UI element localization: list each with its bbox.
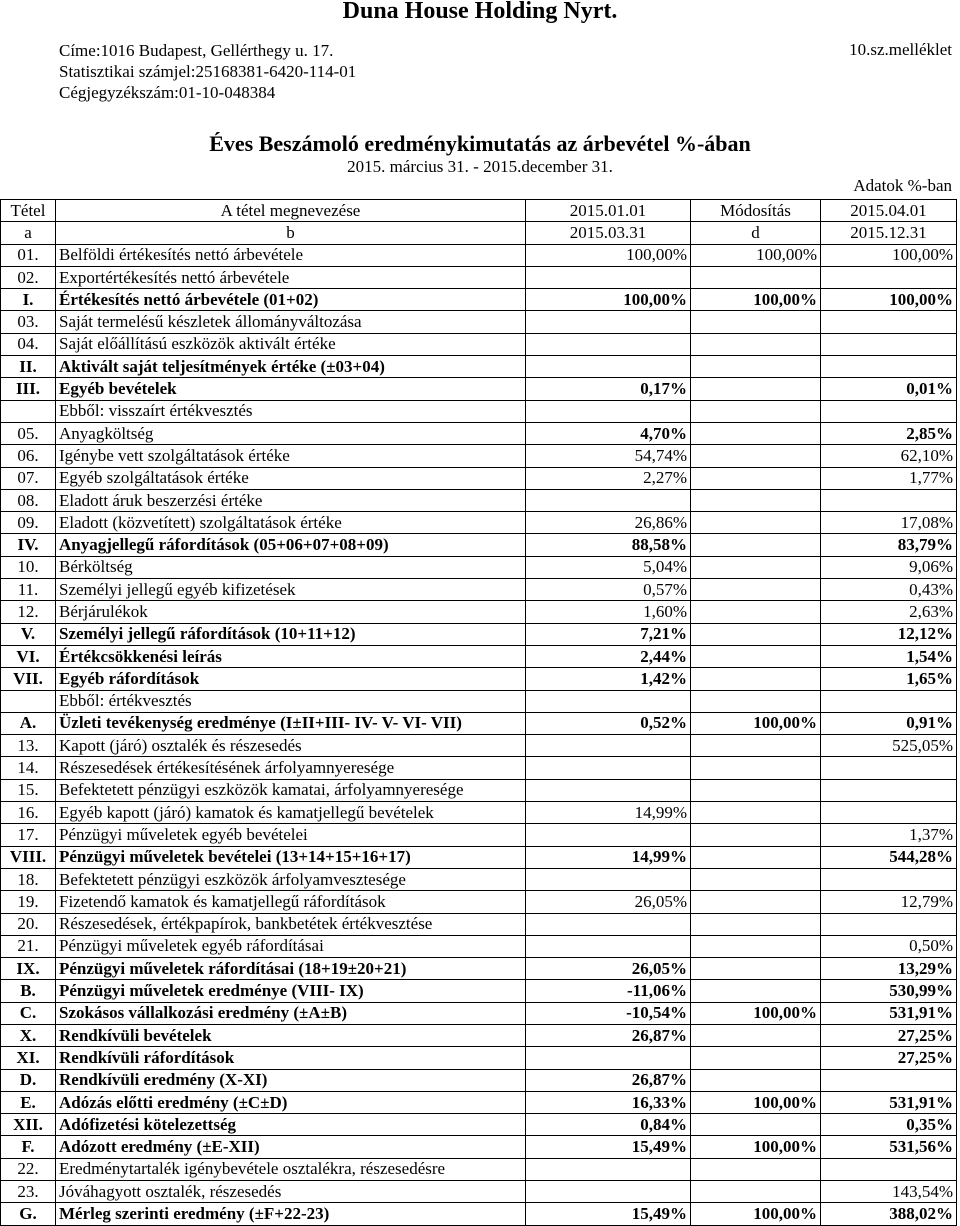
row-name: Pénzügyi műveletek egyéb bevételei <box>56 824 526 846</box>
row-code: XII. <box>1 1114 56 1136</box>
row-value-prev-period: 14,99% <box>526 846 691 868</box>
header-col-d: d <box>691 222 821 244</box>
row-value-current-period: 0,50% <box>821 935 957 957</box>
row-name: Eladott (közvetített) szolgáltatások értéke <box>56 512 526 534</box>
row-value-prev-period: 2,27% <box>526 467 691 489</box>
row-value-prev-period: 4,70% <box>526 422 691 444</box>
table-row <box>1 690 957 712</box>
row-name: Bérköltség <box>56 556 526 578</box>
row-value-current-period: 27,25% <box>821 1047 957 1069</box>
row-value-prev-period: -11,06% <box>526 980 691 1002</box>
row-value-current-period: 12,12% <box>821 623 957 645</box>
table-row <box>1 735 957 757</box>
row-value-prev-period: 0,52% <box>526 712 691 734</box>
row-value-modification <box>691 422 821 444</box>
row-name: Értékcsökkenési leírás <box>56 645 526 667</box>
row-value-prev-period <box>526 1047 691 1069</box>
row-value-current-period <box>821 779 957 801</box>
table-row <box>1 556 957 578</box>
table-row <box>1 534 957 556</box>
row-value-modification <box>691 891 821 913</box>
row-code: 16. <box>1 802 56 824</box>
table-row <box>1 1069 957 1091</box>
table-row <box>1 1114 957 1136</box>
row-name: Saját előállítású eszközök aktivált értéke <box>56 333 526 355</box>
header-col-a: a <box>1 222 56 244</box>
header-current-period-start: 2015.04.01 <box>821 200 957 222</box>
company-address-block <box>59 40 356 103</box>
row-code: 09. <box>1 512 56 534</box>
row-value-prev-period: 26,05% <box>526 891 691 913</box>
row-value-modification <box>691 1069 821 1091</box>
row-code: III. <box>1 378 56 400</box>
row-code: 14. <box>1 757 56 779</box>
row-value-prev-period: 1,42% <box>526 668 691 690</box>
row-code: 23. <box>1 1181 56 1203</box>
header-current-period-end: 2015.12.31 <box>821 222 957 244</box>
row-code: VIII. <box>1 846 56 868</box>
row-name: Anyagjellegű ráfordítások (05+06+07+08+09) <box>56 534 526 556</box>
row-value-prev-period <box>526 1181 691 1203</box>
row-value-prev-period: 26,86% <box>526 512 691 534</box>
row-value-modification <box>691 467 821 489</box>
row-value-prev-period: 88,58% <box>526 534 691 556</box>
table-row <box>1 1091 957 1113</box>
row-value-current-period: 2,63% <box>821 601 957 623</box>
table-row <box>1 645 957 667</box>
row-value-current-period <box>821 356 957 378</box>
table-row <box>1 1181 957 1203</box>
row-value-current-period <box>821 266 957 288</box>
table-row <box>1 244 957 266</box>
row-value-modification <box>691 333 821 355</box>
row-name: Exportértékesítés nettó árbevétele <box>56 266 526 288</box>
row-value-prev-period: 26,87% <box>526 1069 691 1091</box>
row-value-prev-period: 16,33% <box>526 1091 691 1113</box>
row-value-modification <box>691 534 821 556</box>
row-value-modification <box>691 668 821 690</box>
row-value-current-period: 0,01% <box>821 378 957 400</box>
row-value-modification <box>691 378 821 400</box>
row-name: Fizetendő kamatok és kamatjellegű ráfordítások <box>56 891 526 913</box>
report-title: Éves Beszámoló eredménykimutatás az árbevétel %-ában <box>209 131 751 156</box>
table-row <box>1 1047 957 1069</box>
registry-number-line: Cégjegyzékszám:01-10-048384 <box>59 83 276 102</box>
table-row <box>1 958 957 980</box>
row-name: Adózott eredmény (±E-XII) <box>56 1136 526 1158</box>
row-value-current-period: 9,06% <box>821 556 957 578</box>
row-value-current-period: 530,99% <box>821 980 957 1002</box>
row-value-current-period: 1,54% <box>821 645 957 667</box>
row-value-modification <box>691 980 821 1002</box>
row-value-modification <box>691 1047 821 1069</box>
row-name: Szokásos vállalkozási eredmény (±A±B) <box>56 1002 526 1024</box>
row-code: 15. <box>1 779 56 801</box>
row-value-modification <box>691 400 821 422</box>
table-row <box>1 1024 957 1046</box>
row-name: Anyagköltség <box>56 422 526 444</box>
row-value-current-period: 100,00% <box>821 244 957 266</box>
row-value-modification: 100,00% <box>691 1091 821 1113</box>
row-value-modification: 100,00% <box>691 244 821 266</box>
row-value-prev-period <box>526 690 691 712</box>
row-name: Egyéb bevételek <box>56 378 526 400</box>
row-value-prev-period: 5,04% <box>526 556 691 578</box>
row-code: 12. <box>1 601 56 623</box>
row-code: 21. <box>1 935 56 957</box>
row-value-prev-period <box>526 356 691 378</box>
row-value-prev-period <box>526 935 691 957</box>
row-value-current-period: 13,29% <box>821 958 957 980</box>
row-name: Adózás előtti eredmény (±C±D) <box>56 1091 526 1113</box>
row-value-current-period: 544,28% <box>821 846 957 868</box>
row-value-current-period: 62,10% <box>821 445 957 467</box>
row-value-current-period <box>821 802 957 824</box>
table-row <box>1 356 957 378</box>
row-name: Eredménytartalék igénybevétele osztalékra, részesedésre <box>56 1158 526 1180</box>
row-name: Értékesítés nettó árbevétele (01+02) <box>56 289 526 311</box>
header-item-code: Tétel <box>1 200 56 222</box>
table-row <box>1 289 957 311</box>
row-name: Eladott áruk beszerzési értéke <box>56 489 526 511</box>
row-value-prev-period <box>526 757 691 779</box>
row-value-current-period: 0,43% <box>821 579 957 601</box>
row-value-current-period <box>821 333 957 355</box>
row-value-modification: 100,00% <box>691 1136 821 1158</box>
header-col-b: b <box>56 222 526 244</box>
header-row-2 <box>1 222 957 244</box>
row-code: XI. <box>1 1047 56 1069</box>
row-code: 20. <box>1 913 56 935</box>
row-name: Aktivált saját teljesítmények értéke (±03+04) <box>56 356 526 378</box>
row-code: F. <box>1 1136 56 1158</box>
row-name: Rendkívüli eredmény (X-XI) <box>56 1069 526 1091</box>
row-code: 10. <box>1 556 56 578</box>
row-value-prev-period: 15,49% <box>526 1203 691 1225</box>
row-code: VII. <box>1 668 56 690</box>
row-name: Pénzügyi műveletek bevételei (13+14+15+16+17) <box>56 846 526 868</box>
row-value-prev-period: 54,74% <box>526 445 691 467</box>
row-value-prev-period <box>526 779 691 801</box>
row-code: X. <box>1 1024 56 1046</box>
row-value-prev-period: 0,84% <box>526 1114 691 1136</box>
row-code: 06. <box>1 445 56 467</box>
row-name: Pénzügyi műveletek egyéb ráfordításai <box>56 935 526 957</box>
row-value-current-period: 1,65% <box>821 668 957 690</box>
row-value-modification <box>691 846 821 868</box>
row-value-prev-period <box>526 913 691 935</box>
row-value-prev-period: 0,17% <box>526 378 691 400</box>
row-code <box>1 400 56 422</box>
address-line: Címe:1016 Budapest, Gellérthegy u. 17. <box>59 41 334 60</box>
row-value-current-period: 12,79% <box>821 891 957 913</box>
row-value-modification <box>691 735 821 757</box>
row-value-modification <box>691 935 821 957</box>
row-value-prev-period <box>526 311 691 333</box>
income-statement-table <box>0 199 957 1226</box>
row-code: 19. <box>1 891 56 913</box>
row-value-current-period: 525,05% <box>821 735 957 757</box>
row-value-current-period <box>821 757 957 779</box>
row-value-prev-period: 14,99% <box>526 802 691 824</box>
table-row <box>1 802 957 824</box>
table-row <box>1 400 957 422</box>
row-name: Befektetett pénzügyi eszközök árfolyamvesztesége <box>56 868 526 890</box>
row-value-modification <box>691 512 821 534</box>
header-item-name: A tétel megnevezése <box>56 200 526 222</box>
row-value-current-period <box>821 400 957 422</box>
row-code: 05. <box>1 422 56 444</box>
row-value-current-period: 1,77% <box>821 467 957 489</box>
table-row <box>1 935 957 957</box>
row-value-prev-period: 1,60% <box>526 601 691 623</box>
row-name: Mérleg szerinti eredmény (±F+22-23) <box>56 1203 526 1225</box>
row-value-modification <box>691 445 821 467</box>
unit-note: Adatok %-ban <box>853 176 952 195</box>
row-value-current-period: 27,25% <box>821 1024 957 1046</box>
row-value-modification <box>691 1181 821 1203</box>
row-value-current-period <box>821 311 957 333</box>
row-value-modification <box>691 556 821 578</box>
table-row <box>1 1203 957 1225</box>
row-value-modification <box>691 645 821 667</box>
row-value-prev-period <box>526 868 691 890</box>
row-name: Részesedések, értékpapírok, bankbetétek értékvesztése <box>56 913 526 935</box>
row-value-prev-period <box>526 266 691 288</box>
row-code: 17. <box>1 824 56 846</box>
row-value-prev-period: 26,05% <box>526 958 691 980</box>
row-value-prev-period <box>526 1158 691 1180</box>
row-value-current-period: 388,02% <box>821 1203 957 1225</box>
row-value-current-period: 2,85% <box>821 422 957 444</box>
row-value-prev-period <box>526 400 691 422</box>
row-code: B. <box>1 980 56 1002</box>
row-code: 04. <box>1 333 56 355</box>
row-code: VI. <box>1 645 56 667</box>
table-row <box>1 712 957 734</box>
row-value-modification <box>691 623 821 645</box>
row-value-modification <box>691 913 821 935</box>
row-name: Üzleti tevékenység eredménye (I±II+III- IV- V- VI- VII) <box>56 712 526 734</box>
row-value-current-period <box>821 1069 957 1091</box>
header-prev-period-end: 2015.03.31 <box>526 222 691 244</box>
row-value-modification <box>691 824 821 846</box>
row-value-current-period <box>821 913 957 935</box>
row-value-modification <box>691 779 821 801</box>
row-value-current-period <box>821 690 957 712</box>
report-period: 2015. március 31. - 2015.december 31. <box>347 157 613 176</box>
row-value-modification <box>691 266 821 288</box>
row-value-current-period: 17,08% <box>821 512 957 534</box>
row-code: I. <box>1 289 56 311</box>
table-row <box>1 467 957 489</box>
row-value-prev-period <box>526 489 691 511</box>
row-name: Jóváhagyott osztalék, részesedés <box>56 1181 526 1203</box>
row-value-modification <box>691 601 821 623</box>
row-name: Egyéb kapott (járó) kamatok és kamatjellegű bevételek <box>56 802 526 824</box>
row-value-current-period: 0,35% <box>821 1114 957 1136</box>
row-value-current-period <box>821 489 957 511</box>
row-code: D. <box>1 1069 56 1091</box>
row-value-prev-period: -10,54% <box>526 1002 691 1024</box>
row-value-current-period <box>821 868 957 890</box>
table-row <box>1 668 957 690</box>
row-value-modification <box>691 579 821 601</box>
row-value-modification <box>691 311 821 333</box>
row-code: G. <box>1 1203 56 1225</box>
row-name: Belföldi értékesítés nettó árbevétele <box>56 244 526 266</box>
row-value-modification <box>691 489 821 511</box>
table-row <box>1 333 957 355</box>
row-code: 11. <box>1 579 56 601</box>
table-row <box>1 579 957 601</box>
table-row <box>1 891 957 913</box>
table-row <box>1 623 957 645</box>
row-code: II. <box>1 356 56 378</box>
row-value-modification <box>691 356 821 378</box>
row-value-prev-period <box>526 824 691 846</box>
row-code: V. <box>1 623 56 645</box>
row-value-current-period: 0,91% <box>821 712 957 734</box>
row-code: A. <box>1 712 56 734</box>
row-name: Befektetett pénzügyi eszközök kamatai, árfolyamnyeresége <box>56 779 526 801</box>
row-value-modification: 100,00% <box>691 712 821 734</box>
annex-label: 10.sz.melléklet <box>849 40 952 59</box>
table-body <box>1 244 957 1225</box>
row-code: 13. <box>1 735 56 757</box>
table-row <box>1 378 957 400</box>
row-code: 07. <box>1 467 56 489</box>
row-code: C. <box>1 1002 56 1024</box>
table-row <box>1 1002 957 1024</box>
table-row <box>1 980 957 1002</box>
row-name: Ebből: értékvesztés <box>56 690 526 712</box>
row-value-modification: 100,00% <box>691 289 821 311</box>
header-prev-period-start: 2015.01.01 <box>526 200 691 222</box>
table-row <box>1 445 957 467</box>
row-value-modification: 100,00% <box>691 1002 821 1024</box>
row-code: IX. <box>1 958 56 980</box>
row-value-prev-period: 2,44% <box>526 645 691 667</box>
table-row <box>1 868 957 890</box>
table-row <box>1 512 957 534</box>
row-name: Ebből: visszaírt értékvesztés <box>56 400 526 422</box>
row-value-modification <box>691 1158 821 1180</box>
row-value-prev-period <box>526 333 691 355</box>
row-name: Egyéb szolgáltatások értéke <box>56 467 526 489</box>
table-row <box>1 422 957 444</box>
row-value-current-period: 531,56% <box>821 1136 957 1158</box>
table-row <box>1 824 957 846</box>
row-name: Adófizetési kötelezettség <box>56 1114 526 1136</box>
table-row <box>1 779 957 801</box>
row-value-current-period: 531,91% <box>821 1002 957 1024</box>
table-row <box>1 266 957 288</box>
row-value-current-period <box>821 1158 957 1180</box>
row-code: E. <box>1 1091 56 1113</box>
header-modification: Módosítás <box>691 200 821 222</box>
company-name: Duna House Holding Nyrt. <box>342 0 618 24</box>
table-row <box>1 1136 957 1158</box>
row-name: Saját termelésű készletek állományváltozása <box>56 311 526 333</box>
row-value-current-period: 100,00% <box>821 289 957 311</box>
row-value-modification <box>691 757 821 779</box>
row-value-modification <box>691 1024 821 1046</box>
row-name: Pénzügyi műveletek ráfordításai (18+19±20+21) <box>56 958 526 980</box>
table-row <box>1 913 957 935</box>
row-name: Személyi jellegű egyéb kifizetések <box>56 579 526 601</box>
row-name: Egyéb ráfordítások <box>56 668 526 690</box>
row-code <box>1 690 56 712</box>
row-value-prev-period <box>526 735 691 757</box>
row-code: 18. <box>1 868 56 890</box>
row-name: Személyi jellegű ráfordítások (10+11+12) <box>56 623 526 645</box>
row-value-prev-period: 0,57% <box>526 579 691 601</box>
row-value-modification: 100,00% <box>691 1203 821 1225</box>
row-code: 03. <box>1 311 56 333</box>
row-name: Rendkívüli ráfordítások <box>56 1047 526 1069</box>
table-row <box>1 489 957 511</box>
row-name: Kapott (járó) osztalék és részesedés <box>56 735 526 757</box>
row-value-current-period: 143,54% <box>821 1181 957 1203</box>
statistical-number-line: Statisztikai számjel:25168381-6420-114-01 <box>59 62 357 81</box>
table-row <box>1 1158 957 1180</box>
row-name: Rendkívüli bevételek <box>56 1024 526 1046</box>
row-value-modification <box>691 690 821 712</box>
row-code: 22. <box>1 1158 56 1180</box>
row-name: Igénybe vett szolgáltatások értéke <box>56 445 526 467</box>
row-name: Pénzügyi műveletek eredménye (VIII- IX) <box>56 980 526 1002</box>
row-value-modification <box>691 1114 821 1136</box>
row-value-modification <box>691 958 821 980</box>
table-row <box>1 601 957 623</box>
table-row <box>1 757 957 779</box>
row-code: 08. <box>1 489 56 511</box>
row-value-prev-period: 26,87% <box>526 1024 691 1046</box>
row-value-modification <box>691 802 821 824</box>
row-value-prev-period: 15,49% <box>526 1136 691 1158</box>
row-name: Bérjárulékok <box>56 601 526 623</box>
row-name: Részesedések értékesítésének árfolyamnyeresége <box>56 757 526 779</box>
table-row <box>1 846 957 868</box>
row-code: 01. <box>1 244 56 266</box>
table-header <box>1 200 957 245</box>
row-value-prev-period: 7,21% <box>526 623 691 645</box>
row-value-current-period: 1,37% <box>821 824 957 846</box>
row-value-current-period: 83,79% <box>821 534 957 556</box>
header-row-1 <box>1 200 957 222</box>
row-value-prev-period: 100,00% <box>526 244 691 266</box>
row-code: 02. <box>1 266 56 288</box>
row-value-prev-period: 100,00% <box>526 289 691 311</box>
row-code: IV. <box>1 534 56 556</box>
table-row <box>1 311 957 333</box>
row-value-current-period: 531,91% <box>821 1091 957 1113</box>
row-value-modification <box>691 868 821 890</box>
